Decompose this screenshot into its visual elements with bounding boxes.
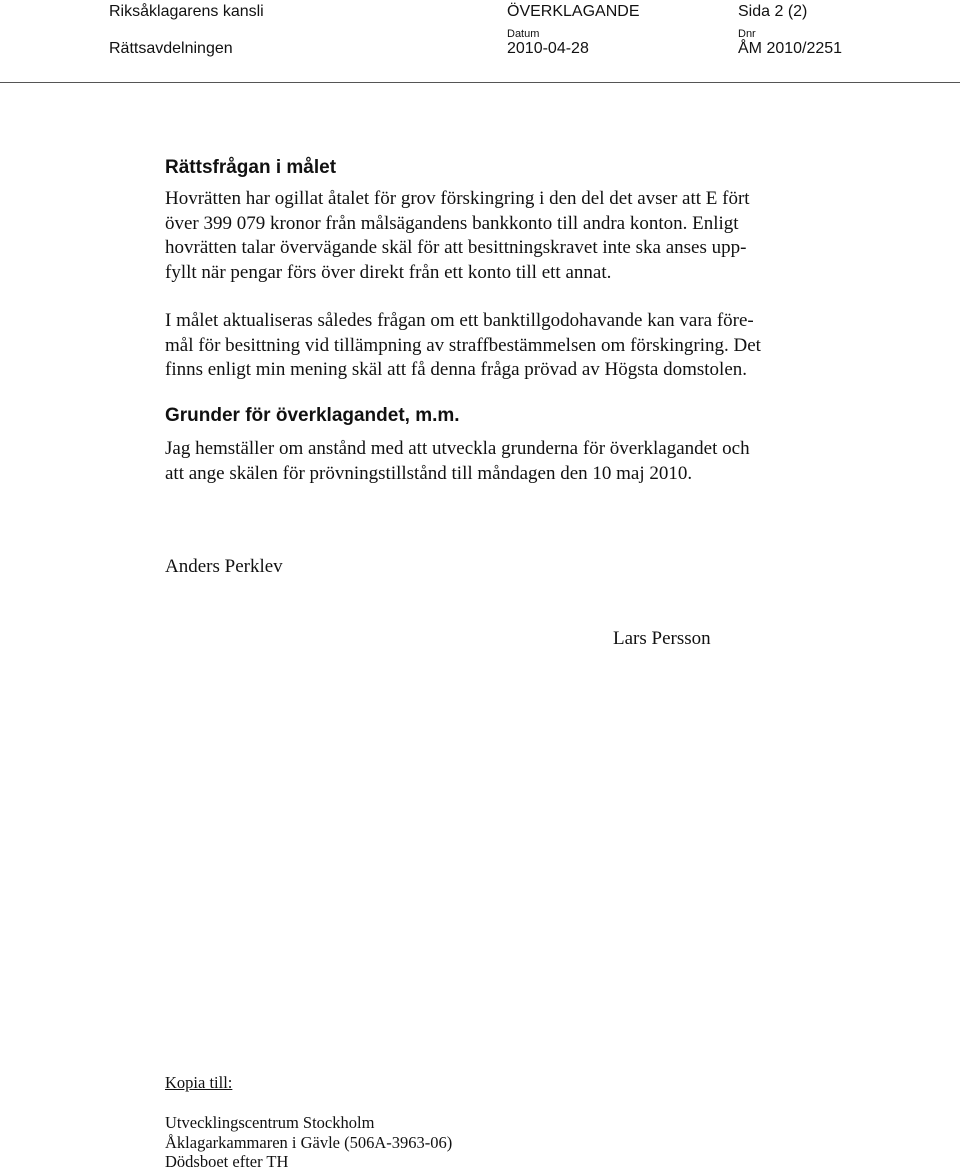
header-doc-type: ÖVERKLAGANDE: [507, 3, 640, 20]
signature-signer: Anders Perklev: [165, 556, 283, 577]
paragraph-court-ruling: [165, 187, 750, 285]
copies-recipient: Utvecklingscentrum Stockholm: [165, 1113, 375, 1132]
text-line: fyllt när pengar förs över direkt från ett konto till ett annat.: [165, 261, 612, 283]
text-line: att ange skälen för prövningstillstånd till måndagen den 10 maj 2010.: [165, 462, 693, 484]
text-line: finns enligt min mening skäl att få denna fråga prövad av Högsta domstolen.: [165, 359, 747, 380]
paragraph-request: [165, 437, 750, 486]
text-line: hovrätten talar övervägande skäl för att besittningskravet inte ska anses upp-: [165, 237, 747, 258]
copies-recipient-list: [165, 1113, 452, 1172]
signature-co-signer: Lars Persson: [613, 628, 711, 649]
text-line: Hovrätten har ogillat åtalet för grov förskingring i den del det avser att E fört: [165, 188, 750, 209]
header-date-label: Datum: [507, 28, 540, 40]
header-page-number: Sida 2 (2): [738, 3, 808, 20]
header-divider: [0, 82, 960, 83]
header-dnr-label: Dnr: [738, 28, 756, 40]
text-line: I målet aktualiseras således frågan om ett banktillgodohavande kan vara före-: [165, 310, 754, 331]
copies-recipient: Dödsboet efter TH: [165, 1152, 289, 1172]
text-line: mål för besittning vid tillämpning av straffbestämmelsen om förskingring. Det: [165, 334, 761, 356]
section-heading-grounds: Grunder för överklagandet, m.m.: [165, 405, 460, 426]
copies-label: Kopia till:: [165, 1073, 233, 1092]
text-line: Jag hemställer om anstånd med att utveckla grunderna för överklagandet och: [165, 438, 750, 459]
copies-recipient: Åklagarkammaren i Gävle (506A-3963-06): [165, 1132, 453, 1152]
paragraph-legal-issue: [165, 309, 761, 383]
header-date: 2010-04-28: [507, 40, 589, 57]
header-dept: Rättsavdelningen: [109, 40, 233, 57]
text-line: över 399 079 kronor från målsägandens bankkonto till andra konton. Enligt: [165, 212, 739, 234]
section-heading-legal-question: Rättsfrågan i målet: [165, 157, 337, 178]
header-org: Riksåklagarens kansli: [109, 3, 264, 20]
header-dnr: ÅM 2010/2251: [738, 40, 843, 57]
